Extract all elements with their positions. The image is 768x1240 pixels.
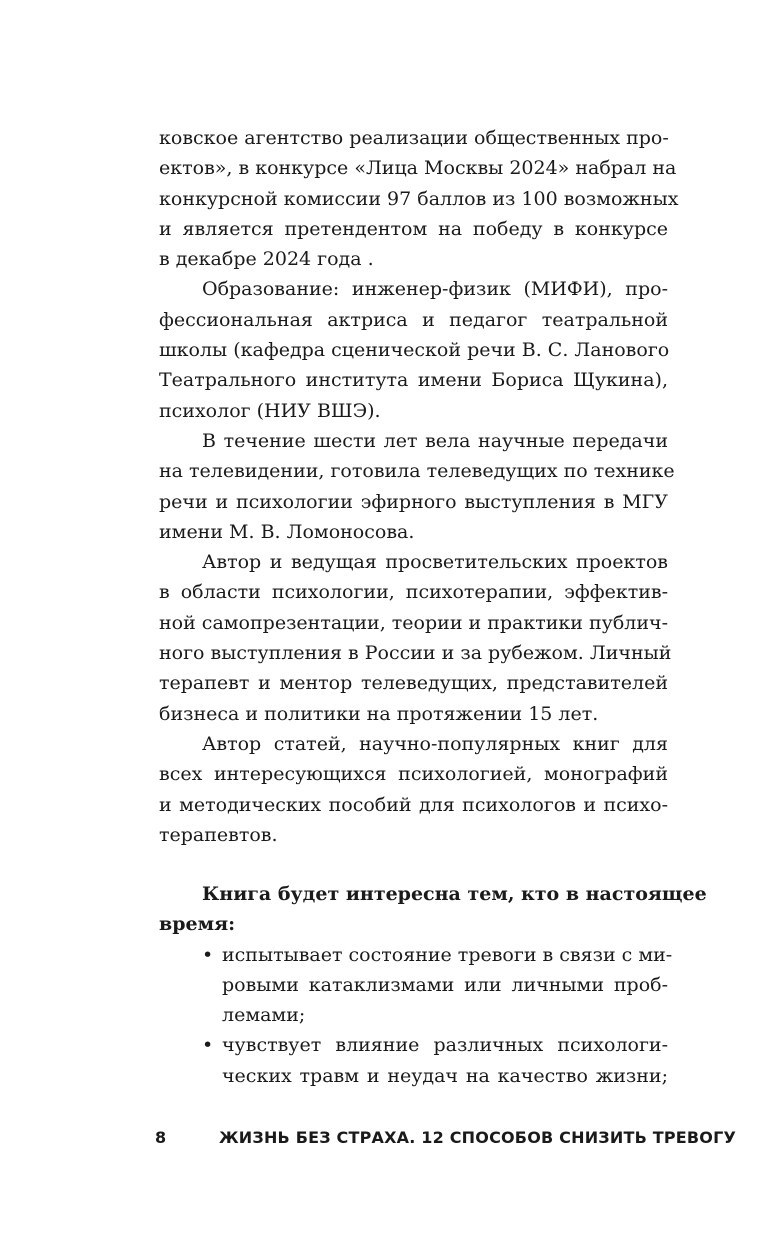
text-line: Автор статей, научно-популярных книг для bbox=[202, 732, 668, 755]
text-line: Театрального института имени Бориса Щукина), bbox=[159, 369, 668, 392]
bio-paragraph-4 bbox=[159, 547, 672, 729]
bio-paragraph-1 bbox=[159, 123, 679, 274]
list-item bbox=[159, 940, 673, 1031]
audience-bullet-list bbox=[159, 940, 673, 1091]
text-line: в области психологии, психотерапии, эффектив- bbox=[159, 581, 668, 604]
text-line: бизнеса и политики на протяжении 15 лет. bbox=[159, 702, 599, 725]
audience-heading bbox=[159, 879, 707, 940]
bio-paragraph-5 bbox=[159, 729, 668, 850]
text-line: терапевт и ментор телеведущих, представителей bbox=[159, 672, 668, 695]
page-footer bbox=[155, 1128, 737, 1158]
text-line: терапевтов. bbox=[159, 823, 278, 846]
bullet-text: чувствует влияние различных психологи- bbox=[222, 1034, 668, 1057]
text-line: время: bbox=[159, 913, 236, 936]
text-line: и является претендентом на победу в конкурсе bbox=[159, 217, 668, 240]
text-line: имени М. В. Ломоносова. bbox=[159, 520, 415, 543]
text-line: ковское агентство реализации общественных про- bbox=[159, 127, 669, 149]
text-line: школы (кафедра сценической речи В. С. Ланового bbox=[159, 339, 670, 362]
text-line: В течение шести лет вела научные передачи bbox=[202, 429, 668, 452]
audience-section bbox=[159, 879, 707, 1091]
text-line: ектов», в конкурсе «Лица Москвы 2024» набрал на bbox=[159, 157, 677, 180]
text-line bbox=[159, 940, 673, 970]
text-line: всех интересующихся психологией, монографий bbox=[159, 763, 668, 786]
book-page-body bbox=[159, 123, 679, 850]
page-number: 8 bbox=[155, 1128, 167, 1147]
text-line: конкурсной комиссии 97 баллов из 100 возможных bbox=[159, 187, 679, 210]
text-line: Автор и ведущая просветительских проектов bbox=[202, 551, 668, 574]
text-line: на телевидении, готовила телеведущих по технике bbox=[159, 460, 675, 483]
list-item bbox=[159, 1030, 668, 1091]
text-line: в декабре 2024 года . bbox=[159, 248, 374, 271]
text-line: ного выступления в России и за рубежом. Личный bbox=[159, 642, 672, 665]
running-title: ЖИЗНЬ БЕЗ СТРАХА. 12 СПОСОБОВ СНИЗИТЬ ТРЕВОГУ bbox=[219, 1128, 737, 1147]
text-line bbox=[159, 1030, 668, 1060]
bio-paragraph-3 bbox=[159, 426, 675, 547]
text-line: психолог (НИУ ВШЭ). bbox=[159, 399, 381, 422]
text-line: ческих травм и неудач на качество жизни; bbox=[222, 1064, 668, 1087]
text-line: ной самопрезентации, теории и практики публич- bbox=[159, 611, 669, 634]
bio-paragraph-2 bbox=[159, 274, 668, 425]
text-line: и методических пособий для психологов и психо- bbox=[159, 793, 668, 816]
bullet-icon: • bbox=[202, 943, 214, 966]
text-line: Образование: инженер-физик (МИФИ), про- bbox=[202, 278, 668, 301]
text-line: ровыми катаклизмами или личными проб- bbox=[222, 973, 668, 996]
text-line: Книга будет интересна тем, кто в настоящее bbox=[202, 883, 707, 905]
text-line: фессиональная актриса и педагог театральной bbox=[159, 308, 668, 331]
bullet-text: испытывает состояние тревоги в связи с ми- bbox=[222, 943, 673, 966]
text-line: лемами; bbox=[222, 1004, 306, 1027]
bullet-icon: • bbox=[202, 1034, 214, 1057]
text-line: речи и психологии эфирного выступления в МГУ bbox=[159, 490, 668, 513]
